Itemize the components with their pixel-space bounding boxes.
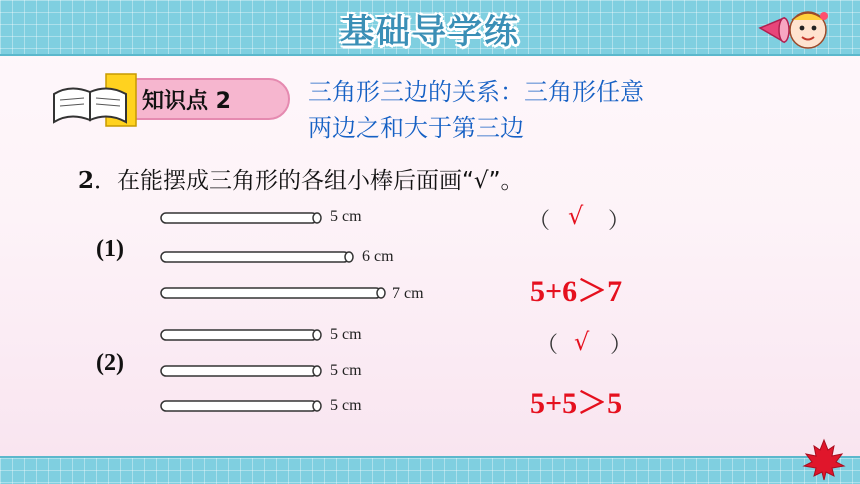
question-body: ．在能摆成三角形的各组小棒后面画“√”。 [94,168,524,194]
question-text [78,162,524,195]
answer-1-close: ） [608,208,631,233]
stick-2-2-length: 5 cm [330,362,362,379]
inequality-2: 5+5＞5 [530,387,623,420]
answer-1-open: （ [528,208,551,233]
group-2-label: (2) [96,350,124,376]
description-line-2: 两边之和大于第三边 [308,114,524,142]
stick-2-1-length: 5 cm [330,326,362,343]
check-mark-1: √ [568,202,584,230]
inequality-1: 5+6＞7 [530,275,623,308]
stick-1-3-length: 7 cm [392,285,424,302]
description-line-1: 三角形三边的关系：三角形任意 [308,78,644,106]
stick-2-3 [160,400,326,412]
stick-2-1 [160,329,326,341]
megaphone-mascot-icon [754,4,834,54]
answer-2-open: （ [536,332,559,357]
footer-bar [0,456,860,484]
header-bar [0,0,860,56]
stick-1-3 [160,287,388,299]
stick-2-3-length: 5 cm [330,397,362,414]
knowledge-point-label: 知识点 2 [142,89,231,114]
check-mark-2: √ [574,328,590,356]
page-title: 基础导学练 [340,12,520,52]
answer-2-close: ） [610,332,633,357]
open-book-icon [46,72,146,128]
knowledge-description [308,74,768,146]
stick-1-2 [160,251,356,263]
stick-1-1-length: 5 cm [330,208,362,225]
stick-1-2-length: 6 cm [362,248,394,265]
question-number: 2 [78,167,95,194]
stick-2-2 [160,365,326,377]
knowledge-point-badge [46,72,296,128]
maple-leaf-icon [800,438,848,482]
stick-1-1 [160,212,326,224]
group-1-label: (1) [96,236,124,262]
